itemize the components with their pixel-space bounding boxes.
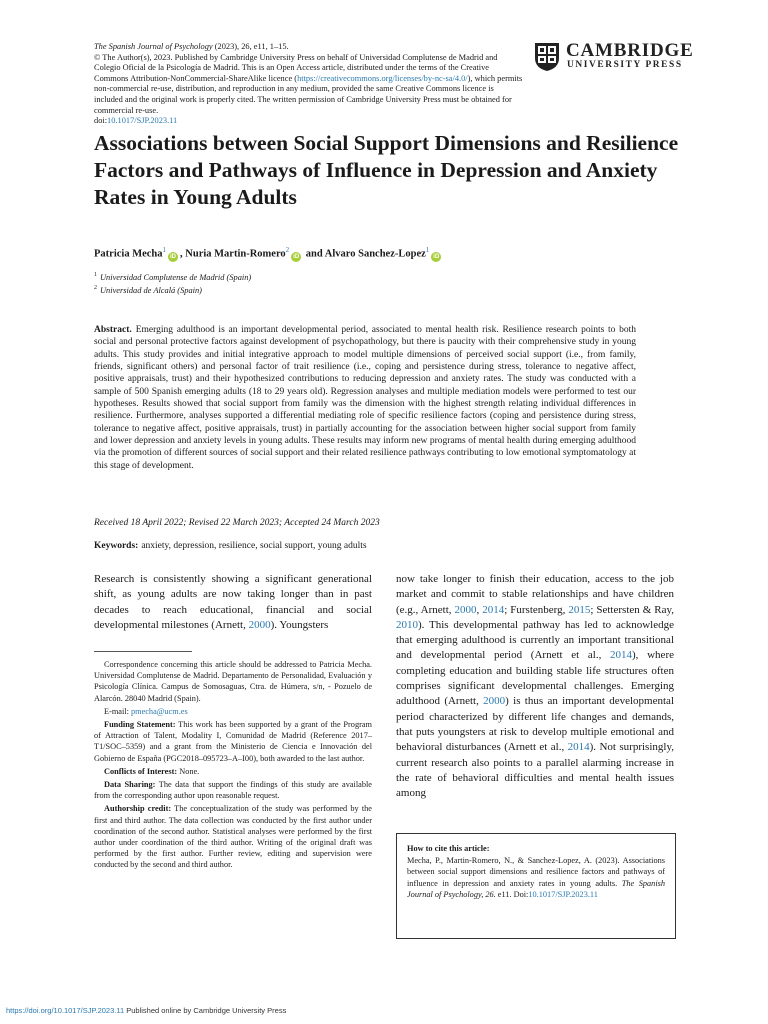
keywords-label: Keywords:: [94, 541, 139, 551]
license-text: [94, 53, 524, 117]
body-text: ; Settersten & Ray,: [590, 603, 675, 616]
affiliation-marker[interactable]: 1: [162, 246, 167, 254]
cite-doi-link[interactable]: 10.1017/SJP.2023.11: [528, 890, 598, 900]
citation-link[interactable]: 2000: [454, 603, 477, 616]
conflicts-text: None.: [177, 766, 200, 776]
author-name[interactable]: Alvaro Sanchez-Lopez: [324, 248, 426, 260]
body-column-left: [94, 572, 372, 633]
affiliation-number: 2: [94, 285, 97, 292]
citation-link[interactable]: 2010: [396, 618, 418, 631]
body-text: ; Furstenberg,: [504, 603, 569, 616]
funding-note: [94, 719, 372, 764]
body-text: ). Not surprisingly, current research also points to a parallel alarming increase in the rate of behavioral difficulties and mental health issues among: [396, 741, 674, 800]
license-tail: ), which permits non-commercial re-use, distribution, and reproduction in any medium, provided the same Creative Commons licence is included and the original work is properly cited. The written permission of Cambridge University Press must be obtained for commercial re-use.: [94, 73, 523, 115]
cambridge-logo[interactable]: [534, 40, 694, 78]
data-sharing-label: Data Sharing:: [104, 780, 156, 790]
author-name[interactable]: Patricia Mecha: [94, 248, 163, 260]
citation-link[interactable]: 2014: [482, 603, 505, 616]
cite-label: How to cite this article:: [407, 844, 490, 853]
data-sharing-text: The data that support the findings of this study are available from the corresponding author upon reasonable request.: [94, 780, 372, 801]
how-to-cite-box: [396, 833, 676, 939]
abstract-label: Abstract.: [94, 325, 132, 335]
affiliation-list: [94, 270, 251, 297]
affiliation-marker[interactable]: 2: [285, 246, 290, 254]
funding-label: Funding Statement:: [104, 720, 176, 730]
authorship-label: Authorship credit:: [104, 804, 172, 814]
conflicts-note: [94, 766, 372, 777]
body-text: ,: [476, 603, 483, 616]
citation-line: [94, 42, 524, 53]
article-title: Associations between Social Support Dimensions and Resilience Factors and Pathways of Influence in Depression and Anxiety Rates in Young Adults: [94, 131, 679, 209]
affiliation-number: 1: [94, 272, 97, 278]
doi-link[interactable]: 10.1017/SJP.2023.11: [107, 116, 178, 126]
author-list: [94, 246, 443, 262]
body-text: Research is consistently showing a significant generational shift, as young adults are now taking longer than in past decades to reach educational, financial and social developmental milestones (Arnett,: [94, 573, 372, 631]
citation-link[interactable]: 2014: [567, 741, 590, 754]
keywords: [94, 541, 367, 551]
data-sharing-note: [94, 779, 372, 801]
citation-link[interactable]: 2014: [610, 649, 633, 662]
body-text: ), where completing education and building stable life structures often comprises significant developmental challenges. Emerging adulthood (Arnett,: [396, 649, 674, 708]
author-separator: and: [303, 248, 325, 260]
author-separator: ,: [180, 248, 186, 260]
author-name[interactable]: Nuria Martin-Romero: [185, 248, 286, 260]
cite-text: Mecha, P., Martin-Romero, N., & Sanchez-Lopez, A. (2023). Associations between social support dimensions and resilience factors and pathways of influence in depression and anxiety rates in young adults.: [407, 855, 665, 888]
affiliation-name: Universidad de Alcalá (Spain): [100, 286, 202, 296]
citation-link[interactable]: 2015: [568, 603, 591, 616]
footnote-divider: [94, 651, 192, 652]
body-text: ). Youngsters: [270, 618, 329, 631]
footer-text: Published online by Cambridge University Press: [124, 1006, 287, 1015]
body-column-right: [396, 572, 674, 801]
cite-journal: The Spanish Journal of Psychology, 26.: [407, 878, 666, 900]
abstract-text: Emerging adulthood is an important developmental period, associated to mental health risk. Resilience research points to both social and personal protective factors against development of psychopathology, but there is paucity with their comprehensive study in young adults. This study provides and initial integrative approach to model multiple dimensions of perceived social support (i.e., from family, friends, significant others) and personal factor of trait resilience (i.e., coping and persistence during stress, tolerance to negative affect, positive appraisals, trust) and their hypothesized contributions to reducing depression and anxiety rates. The study was conducted with a sample of 500 Spanish emerging adults (18 to 29 years old). Regression analyses and multiple mediation models were performed to test our hypotheses. Results showed that social support from family was the dimension with the highest strength relating individual differences in resilience. Furthermore, analyses supported a differential mediating role of specific resilience factors (coping and persistence during stress, tolerance to negative affect, positive appraisals, trust) in partially accounting for the association between higher social support from family and lower depression and anxiety levels in young adults. These results may inform new programs of mental health during emerging adulthood via the promotion of different sources of social support and their related resilience pathways contributing to low emotional symptomatology at this stage of development.: [94, 325, 636, 471]
affiliation-item: [94, 270, 251, 283]
received-dates: Received 18 April 2022; Revised 22 March 2023; Accepted 24 March 2023: [94, 518, 380, 528]
keywords-text: anxiety, depression, resilience, social support, young adults: [141, 541, 367, 551]
license-intro: © The Author(s), 2023. Published by Cambridge University Press on behalf of Universidad Complutense de Madrid and Colegio Oficial de la Psicología de Madrid. This is an Open Access article, distributed under the terms of the Creative Commons Attribution-NonCommercial-ShareAlike licence (: [94, 52, 498, 83]
body-text: ). This developmental pathway has led to acknowledge that emerging adulthood is currently an important transitional and developmental period (Arnett et al.,: [396, 618, 674, 662]
affiliation-marker[interactable]: 1: [425, 246, 430, 254]
orcid-icon[interactable]: iD: [293, 253, 300, 260]
journal-header: [94, 42, 524, 127]
affiliation-item: [94, 283, 251, 296]
page-footer: [6, 1006, 286, 1015]
crest-icon: [534, 42, 560, 72]
affiliation-name: Universidad Complutense de Madrid (Spain): [100, 272, 252, 282]
author-notes: [94, 659, 372, 873]
cite-issue: e11. Doi:: [495, 890, 529, 900]
logo-subtitle: UNIVERSITY PRESS: [567, 60, 683, 70]
orcid-icon[interactable]: iD: [170, 253, 177, 260]
email-link[interactable]: pmecha@ucm.es: [130, 706, 188, 716]
email-label: E-mail:: [104, 706, 131, 716]
abstract: [94, 324, 636, 472]
citation-link[interactable]: 2000: [248, 618, 271, 631]
funding-text: This work has been supported by a grant of the Program of Attraction of Talent, Modality I, Comunidad de Madrid (Reference 2017–T1/SOC–5359) and a grant from the Ministerio de Ciencia e Innovación del Gobierno de España (PGC2018–095723–A–I00), both awarded to the last author.: [94, 720, 372, 763]
correspondence-note: Correspondence concerning this article should be addressed to Patricia Mecha. Universidad Complutense de Madrid. Departamento de Personalidad, Evaluación y Psicología Clínica. Campus de Somosaguas, Ctra. de Húmera, s/n, - Pozuelo de Alarcón. 28040 Madrid (Spain).: [94, 660, 372, 703]
doi-label: doi:: [94, 116, 108, 126]
body-text: now take longer to finish their education, access to the job market and commit to stable relationships and have children (e.g., Arnett,: [396, 573, 674, 616]
logo-name: CAMBRIDGE: [566, 40, 694, 61]
authorship-text: The conceptualization of the study was performed by the first and third author. The data collection was conducted by the first author under coordination of the second author. Statistical analyses were performed by the first author under coordination of the third author. Writing of the original draft was performed by the first author. Further review, editing and supervision were conducted by the second and third author.: [94, 804, 372, 870]
email-note: [94, 706, 372, 717]
license-link[interactable]: https://creativecommons.org/licenses/by-nc-sa/4.0/: [297, 73, 468, 83]
body-text: ) is thus an important developmental period characterized by different life changes and demands, that puts youngsters at risk to develop multiple emotional and behavioral disturbances (Arnett et al.,: [396, 695, 674, 754]
conflicts-label: Conflicts of Interest:: [104, 766, 178, 776]
volume-info: (2023), 26, e11, 1–15.: [212, 42, 289, 51]
doi-line: [94, 116, 524, 127]
footer-doi-link[interactable]: https://doi.org/10.1017/SJP.2023.11: [6, 1006, 125, 1015]
journal-name: The Spanish Journal of Psychology: [94, 42, 213, 51]
authorship-note: [94, 803, 372, 870]
citation-link[interactable]: 2000: [483, 695, 506, 708]
orcid-icon[interactable]: iD: [433, 253, 440, 260]
